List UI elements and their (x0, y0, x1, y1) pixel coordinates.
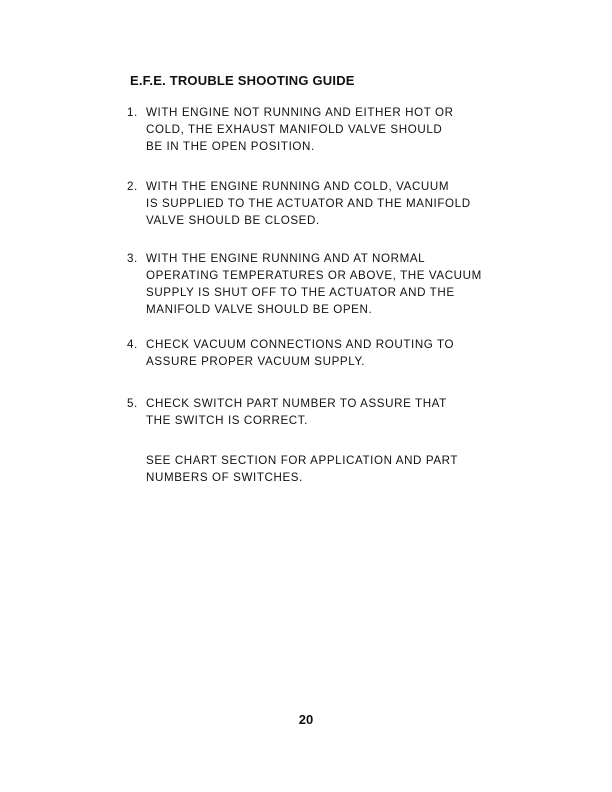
chart-reference-note (146, 452, 458, 486)
list-item-1 (127, 104, 454, 155)
item-text-line: OPERATING TEMPERATURES OR ABOVE, THE VACUUM (146, 269, 482, 282)
list-item-3 (127, 250, 482, 318)
item-text-line: CHECK VACUUM CONNECTIONS AND ROUTING TO (146, 338, 455, 351)
page-title: E.F.E. TROUBLE SHOOTING GUIDE (130, 73, 355, 88)
item-text-line: WITH ENGINE NOT RUNNING AND EITHER HOT OR (146, 106, 454, 119)
item-text-line: VALVE SHOULD BE CLOSED. (146, 214, 320, 227)
item-text-line: WITH THE ENGINE RUNNING AND COLD, VACUUM (146, 180, 450, 193)
note-text-line: SEE CHART SECTION FOR APPLICATION AND PART (146, 454, 459, 467)
item-number: 1. (127, 106, 138, 119)
item-text-line: BE IN THE OPEN POSITION. (146, 140, 315, 153)
note-text-line: NUMBERS OF SWITCHES. (146, 471, 303, 484)
item-text-line: WITH THE ENGINE RUNNING AND AT NORMAL (146, 252, 426, 265)
item-number: 3. (127, 252, 138, 265)
page-number: 20 (298, 712, 314, 727)
list-item-5 (127, 395, 447, 429)
item-text-line: IS SUPPLIED TO THE ACTUATOR AND THE MANIFOLD (146, 197, 471, 210)
item-text-line: CHECK SWITCH PART NUMBER TO ASSURE THAT (146, 397, 447, 410)
item-text-line: THE SWITCH IS CORRECT. (146, 414, 308, 427)
item-text-line: SUPPLY IS SHUT OFF TO THE ACTUATOR AND THE (146, 286, 455, 299)
item-number: 4. (127, 338, 138, 351)
item-number: 5. (127, 397, 138, 410)
list-item-2 (127, 178, 471, 229)
item-text-line: ASSURE PROPER VACUUM SUPPLY. (146, 355, 366, 368)
list-item-4 (127, 336, 454, 370)
item-number: 2. (127, 180, 138, 193)
item-text-line: COLD, THE EXHAUST MANIFOLD VALVE SHOULD (146, 123, 443, 136)
item-text-line: MANIFOLD VALVE SHOULD BE OPEN. (146, 303, 373, 316)
